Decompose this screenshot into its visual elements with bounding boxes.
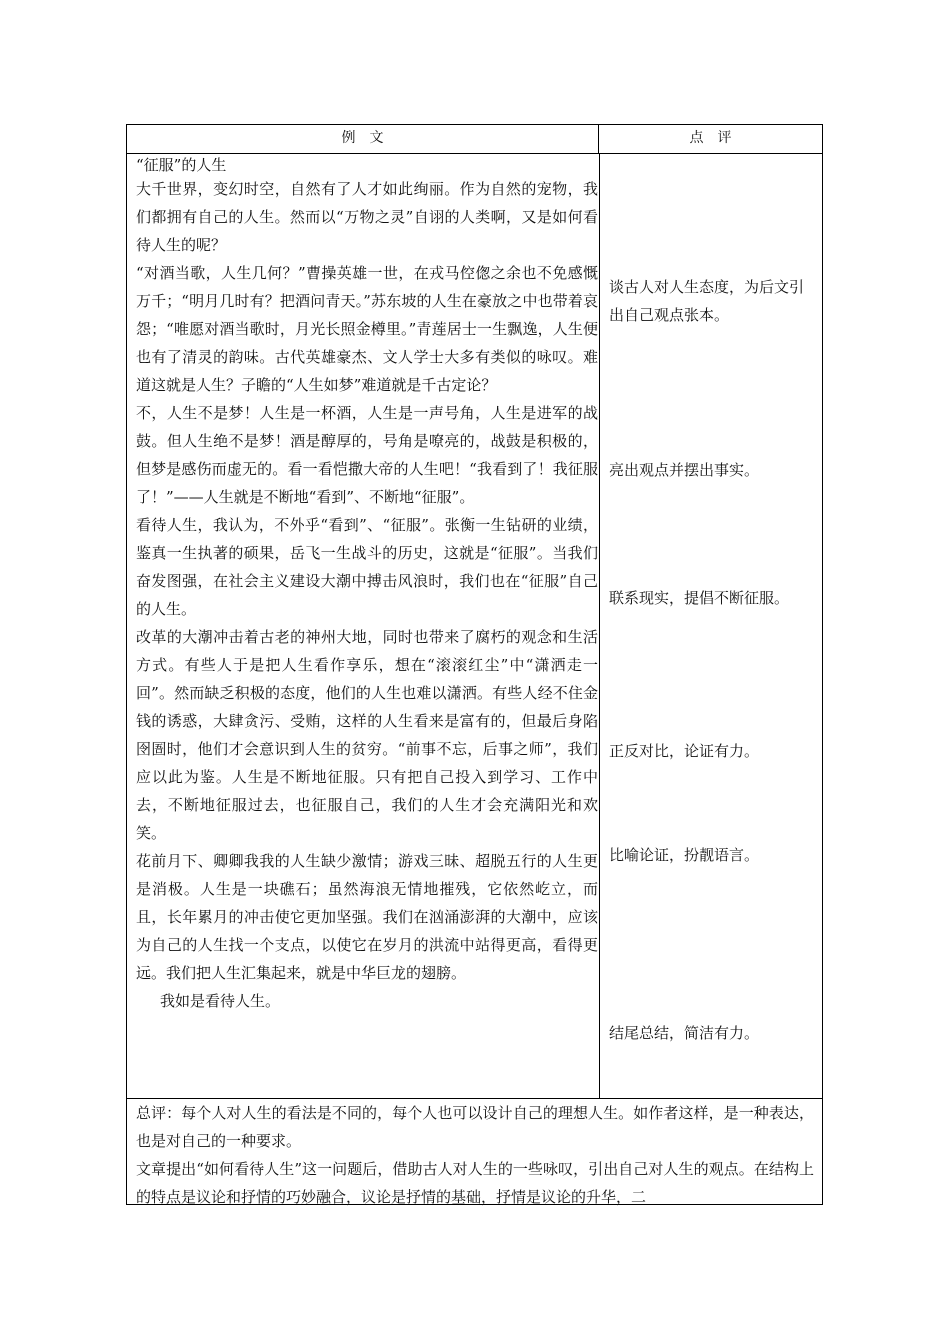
comment-2: 亮出观点并摆出事实。 xyxy=(609,461,760,479)
overall-review xyxy=(136,1099,814,1211)
comment-6: 结尾总结，简洁有力。 xyxy=(609,1024,760,1042)
column-divider xyxy=(599,154,600,1098)
essay-paragraph: 不，人生不是梦！人生是一杯酒，人生是一声号角，人生是进军的战鼓。但人生绝不是梦！酒是醇厚的，号角是嘹亮的，战鼓是积极的，但梦是感伤而虚无的。看一看恺撒大帝的人生吧！“我看到了！我征服了！”——人生就是不断地“看到”、不断地“征服”。 xyxy=(136,404,598,506)
essay-paragraph: 花前月下、卿卿我我的人生缺少激情；游戏三昧、超脱五行的人生更是消极。人生是一块礁石；虽然海浪无情地摧残，它依然屹立，而且，长年累月的冲击使它更加坚强。我们在汹涌澎湃的大潮中，应该为自己的人生找一个支点，以使它在岁月的洪流中站得更高，看得更远。我们把人生汇集起来，就是中华巨龙的翅膀。 xyxy=(136,852,598,982)
comment-4: 正反对比，论证有力。 xyxy=(609,742,760,760)
essay-body xyxy=(136,155,598,1015)
comment-5: 比喻论证，扮靓语言。 xyxy=(609,846,760,864)
header-example-essay: 例 文 xyxy=(127,125,599,154)
comment-1: 谈古人对人生态度，为后文引出自己观点张本。 xyxy=(609,278,805,324)
comment-3: 联系现实，提倡不断征服。 xyxy=(609,589,790,607)
essay-paragraph: 改革的大潮冲击着古老的神州大地，同时也带来了腐朽的观念和生活方式。有些人于是把人生看作享乐，想在“滚滚红尘”中“潇洒走一回”。然而缺乏积极的态度，他们的人生也难以潇洒。有些人经不住金钱的诱惑，大肆贪污、受贿，这样的人生看来是富有的，但最后身陷囹圄时，他们才会意识到人生的贫穷。“前事不忘，后事之师”，我们应以此为鉴。人生是不断地征服。只有把自己投入到学习、工作中去，不断地征服过去，也征服自己，我们的人生才会充满阳光和欢笑。 xyxy=(136,628,598,842)
summary-paragraph: 文章提出“如何看待人生”这一问题后，借助古人对人生的一些咏叹，引出自己对人生的观点。在结构上的特点是议论和抒情的巧妙融合，议论是抒情的基础，抒情是议论的升华，二 xyxy=(136,1160,814,1206)
essay-paragraph: 大千世界，变幻时空，自然有了人才如此绚丽。作为自然的宠物，我们都拥有自己的人生。然而以“万物之灵”自诩的人类啊，又是如何看待人生的呢？ xyxy=(136,180,598,254)
essay-closing: 我如是看待人生。 xyxy=(160,992,281,1010)
essay-title: “征服”的人生 xyxy=(136,156,227,174)
essay-paragraph: 看待人生，我认为，不外乎“看到”、“征服”。张衡一生钻研的业绩，鉴真一生执著的硕果，岳飞一生战斗的历史，这就是“征服”。当我们奋发图强，在社会主义建设大潮中搏击风浪时，我们也在“征服”自己的人生。 xyxy=(136,516,598,618)
essay-paragraph: “对酒当歌，人生几何？”曹操英雄一世，在戎马倥偬之余也不免感慨万千；“明月几时有？把酒问青天。”苏东坡的人生在豪放之中也带着哀怨；“唯愿对酒当歌时，月光长照金樽里。”青莲居士一生飘逸，人生便也有了清灵的韵味。古代英雄豪杰、文人学士大多有类似的咏叹。难道这就是人生？子瞻的“人生如梦”难道就是千古定论？ xyxy=(136,264,598,394)
essay-table xyxy=(126,124,823,1205)
summary-paragraph: 总评：每个人对人生的看法是不同的，每个人也可以设计自己的理想人生。如作者这样，是一种表达，也是对自己的一种要求。 xyxy=(136,1104,814,1150)
header-commentary: 点 评 xyxy=(599,125,822,154)
